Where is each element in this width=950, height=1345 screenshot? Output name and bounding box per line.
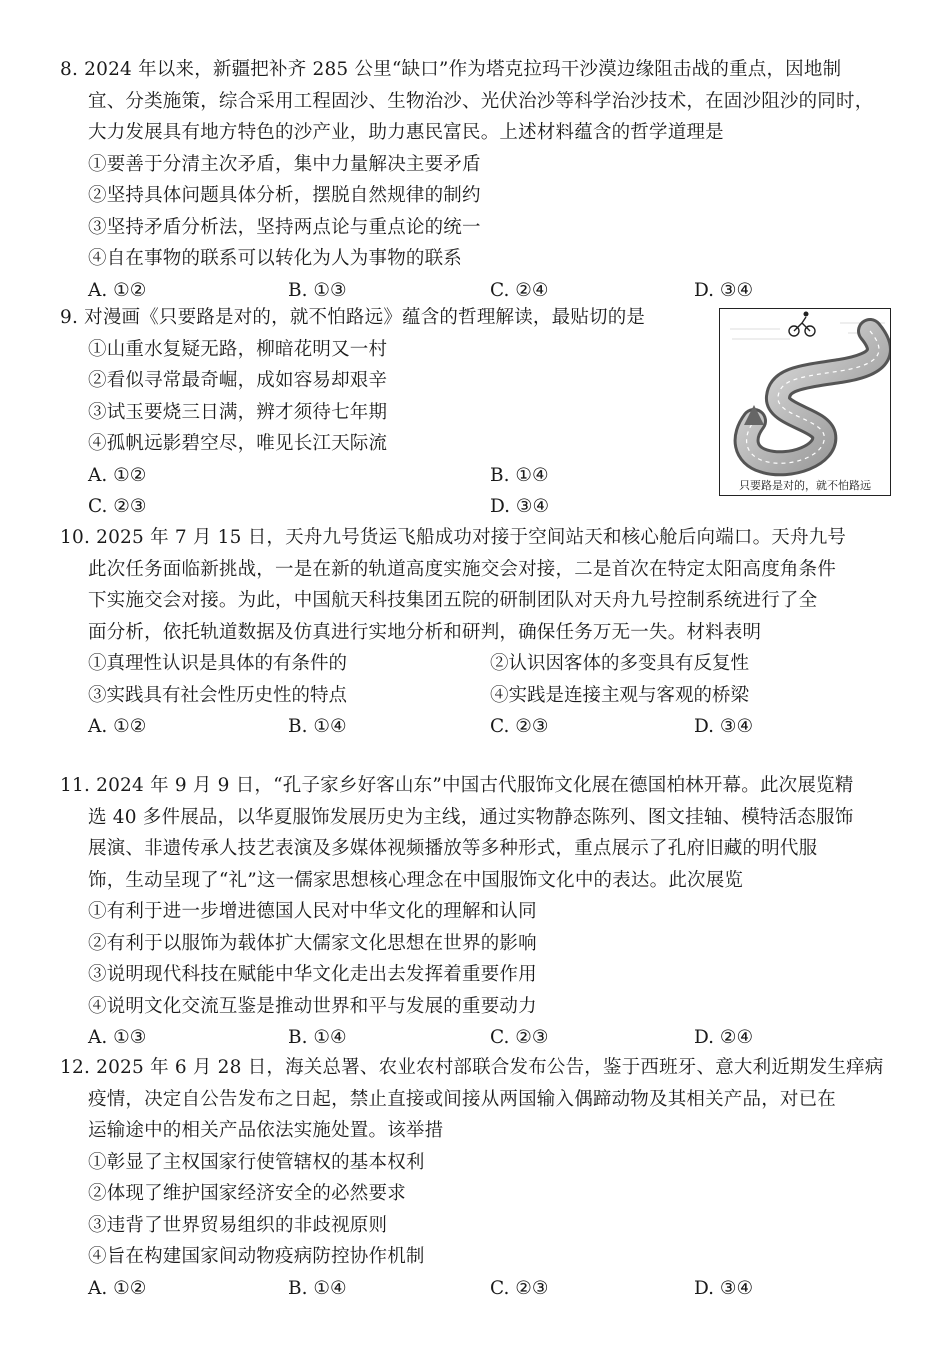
option-c[interactable]: C. ②④ bbox=[490, 279, 549, 301]
question-11-statement: ①有利于进一步增进德国人民对中华文化的理解和认同 bbox=[88, 901, 537, 922]
question-12-statement: ③违背了世界贸易组织的非歧视原则 bbox=[88, 1214, 388, 1236]
question-12-stem-line: 12. 2025 年 6 月 28 日，海关总署、农业农村部联合发布公告，鉴于西班牙、意大利近期发生痒病 bbox=[60, 1057, 884, 1078]
winding-road-illustration bbox=[720, 309, 890, 495]
question-12-statement: ④旨在构建国家间动物疫病防控协作机制 bbox=[88, 1246, 425, 1267]
question-9 bbox=[60, 302, 710, 523]
option-b[interactable]: B. ①④ bbox=[288, 1277, 347, 1299]
question-11 bbox=[60, 770, 890, 1054]
question-10-statement: ③实践具有社会性历史性的特点 bbox=[88, 684, 348, 706]
question-9-options-row-1 bbox=[60, 460, 710, 492]
question-9-options-row-2 bbox=[60, 491, 710, 523]
option-c[interactable]: C. ②③ bbox=[490, 1027, 549, 1048]
question-11-stem-line: 饰，生动呈现了“礼”这一儒家思想核心理念在中国服饰文化中的表达。此次展览 bbox=[88, 869, 744, 891]
cartoon-caption: 只要路是对的，就不怕路远 bbox=[739, 479, 871, 492]
question-8 bbox=[60, 54, 890, 306]
question-12-statement: ①彰显了主权国家行使管辖权的基本权利 bbox=[88, 1151, 425, 1173]
option-a[interactable]: A. ①② bbox=[88, 464, 147, 486]
option-a[interactable]: A. ①③ bbox=[88, 1027, 147, 1048]
question-12 bbox=[60, 1052, 890, 1304]
option-d[interactable]: D. ③④ bbox=[490, 496, 550, 517]
option-d[interactable]: D. ②④ bbox=[694, 1027, 754, 1048]
option-c[interactable]: C. ②③ bbox=[490, 716, 549, 737]
option-b[interactable]: B. ①④ bbox=[288, 716, 347, 737]
question-12-statement: ②体现了维护国家经济安全的必然要求 bbox=[88, 1183, 406, 1204]
cyclist-icon bbox=[789, 312, 815, 337]
question-9-statement: ④孤帆远影碧空尽，唯见长江天际流 bbox=[88, 433, 388, 454]
question-11-statement: ③说明现代科技在赋能中华文化走出去发挥着重要作用 bbox=[88, 964, 537, 985]
option-d[interactable]: D. ③④ bbox=[694, 1277, 754, 1299]
question-8-statement: ④自在事物的联系可以转化为人为事物的联系 bbox=[88, 248, 463, 269]
question-11-stem-line: 选 40 多件展品，以华夏服饰发展历史为主线，通过实物静态陈列、图文挂轴、模特活态服饰 bbox=[88, 806, 854, 828]
question-11-stem-line: 展演、非遗传承人技艺表演及多媒体视频播放等多种形式，重点展示了孔府旧藏的明代服 bbox=[88, 838, 818, 859]
question-10-statements-row-2 bbox=[60, 680, 890, 712]
question-8-statement: ①要善于分清主次矛盾，集中力量解决主要矛盾 bbox=[88, 153, 481, 175]
option-c[interactable]: C. ②③ bbox=[88, 496, 147, 517]
question-10-statement: ②认识因客体的多变具有反复性 bbox=[490, 653, 750, 674]
question-10-options bbox=[60, 711, 890, 743]
question-9-stem-line: 9. 对漫画《只要路是对的，就不怕路远》蕴含的哲理解读，最贴切的是 bbox=[60, 307, 646, 328]
option-a[interactable]: A. ①② bbox=[88, 1277, 147, 1299]
cartoon-figure bbox=[719, 308, 891, 496]
question-11-statement: ④说明文化交流互鉴是推动世界和平与发展的重要动力 bbox=[88, 995, 537, 1017]
option-d[interactable]: D. ③④ bbox=[694, 279, 754, 301]
option-c[interactable]: C. ②③ bbox=[490, 1277, 549, 1299]
question-10-statements-row-1 bbox=[60, 648, 890, 680]
question-10-stem-line: 下实施交会对接。为此，中国航天科技集团五院的研制团队对天舟九号控制系统进行了全 bbox=[88, 590, 818, 611]
question-10 bbox=[60, 522, 890, 743]
option-b[interactable]: B. ①④ bbox=[288, 1027, 347, 1048]
question-10-statement: ④实践是连接主观与客观的桥梁 bbox=[490, 684, 750, 706]
option-b[interactable]: B. ①④ bbox=[490, 464, 549, 486]
question-8-stem-line: 宜、分类施策，综合采用工程固沙、生物治沙、光伏治沙等科学治沙技术，在固沙阻沙的同时， bbox=[88, 90, 874, 112]
question-12-options bbox=[60, 1273, 890, 1305]
question-12-stem-line: 疫情，决定自公告发布之日起，禁止直接或间接从两国输入偶蹄动物及其相关产品，对已在 bbox=[88, 1088, 837, 1110]
option-a[interactable]: A. ①② bbox=[88, 279, 147, 301]
question-10-stem-line: 面分析，依托轨道数据及仿真进行实地分析和研判，确保任务万无一失。材料表明 bbox=[88, 621, 762, 643]
question-10-stem-line: 10. 2025 年 7 月 15 日，天舟九号货运飞船成功对接于空间站天和核心舱后向端口。天舟九号 bbox=[60, 527, 847, 548]
question-11-options bbox=[60, 1022, 890, 1054]
question-12-stem-line: 运输途中的相关产品依法实施处置。该举措 bbox=[88, 1120, 444, 1141]
question-9-statement: ③试玉要烧三日满，辨才须待七年期 bbox=[88, 401, 388, 423]
question-10-statement: ①真理性认识是具体的有条件的 bbox=[88, 653, 348, 674]
question-8-statement: ②坚持具体问题具体分析，摆脱自然规律的制约 bbox=[88, 185, 481, 206]
question-9-statement: ①山重水复疑无路，柳暗花明又一村 bbox=[88, 338, 388, 360]
option-d[interactable]: D. ③④ bbox=[694, 716, 754, 737]
option-a[interactable]: A. ①② bbox=[88, 716, 147, 737]
question-9-statement: ②看似寻常最奇崛，成如容易却艰辛 bbox=[88, 370, 388, 391]
question-8-stem-line: 大力发展具有地方特色的沙产业，助力惠民富民。上述材料蕴含的哲学道理是 bbox=[88, 122, 724, 143]
question-8-statement: ③坚持矛盾分析法，坚持两点论与重点论的统一 bbox=[88, 216, 481, 238]
option-b[interactable]: B. ①③ bbox=[288, 279, 347, 301]
question-11-statement: ②有利于以服饰为载体扩大儒家文化思想在世界的影响 bbox=[88, 932, 537, 954]
question-10-stem-line: 此次任务面临新挑战，一是在新的轨道高度实施交会对接，二是首次在特定太阳高度角条件 bbox=[88, 558, 837, 580]
question-8-stem-line: 8. 2024 年以来，新疆把补齐 285 公里“缺口”作为塔克拉玛干沙漠边缘阻击战的重点，因地制 bbox=[60, 59, 842, 80]
question-11-stem-line: 11. 2024 年 9 月 9 日，“孔子家乡好客山东”中国古代服饰文化展在德国柏林开幕。此次展览精 bbox=[60, 775, 854, 796]
